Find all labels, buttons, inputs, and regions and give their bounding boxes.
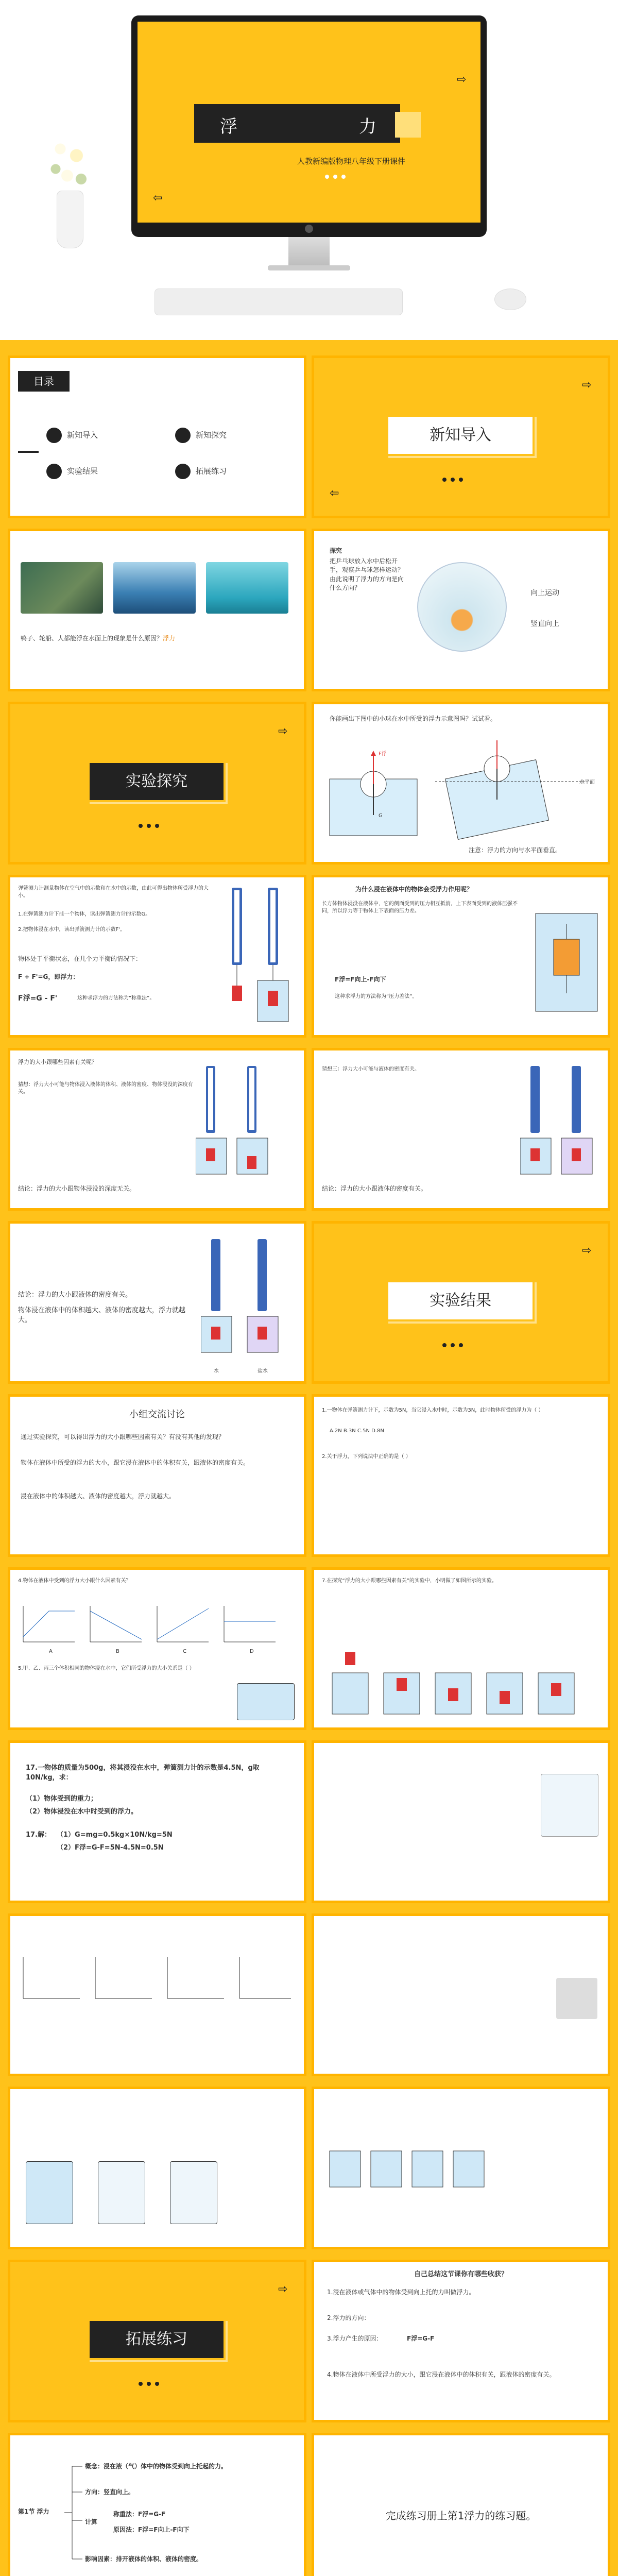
exercise-2-tank-figure xyxy=(237,1683,295,1720)
summary-label-water: 水 xyxy=(214,1368,219,1374)
slide-exercise-8 xyxy=(312,2087,610,2249)
exercise-4-figure xyxy=(541,1774,598,1837)
cause-title: 为什么浸在液体中的物体会受浮力作用呢？ xyxy=(355,886,473,893)
toc-item-4-label: 拓展练习 xyxy=(196,466,227,476)
force-label-f: F浮 xyxy=(379,751,387,757)
calc-answer-2: （2）F浮=G-F=5N-4.5N=0.5N xyxy=(57,1844,164,1852)
toc-item-1[interactable] xyxy=(46,428,98,443)
mouse xyxy=(494,289,526,310)
exercise-2-option-d: D xyxy=(250,1649,254,1654)
review-item-1: 1.浸在液体或气体中的物体受到向上托的力叫做浮力。 xyxy=(327,2289,475,2296)
exercise-2-graphs xyxy=(18,1601,296,1647)
swimmer-photo xyxy=(206,562,288,614)
force-label-water: 水平面 xyxy=(579,779,595,785)
exercise-5-figure xyxy=(18,1947,296,2004)
review-title: 自己总结这节课你有哪些收获？ xyxy=(414,2270,508,2278)
slide-exercise-3 xyxy=(312,1567,610,1730)
exercise-3-q: 7.在探究“浮力的大小跟哪些因素有关”的实验中，小明做了如图所示的实验。 xyxy=(322,1578,497,1584)
exercise-1-q2: 2.关于浮力，下列说法中正确的是（ ） xyxy=(322,1454,411,1460)
slide-calculation xyxy=(8,1740,306,1903)
slide-section-result xyxy=(312,1221,610,1384)
cause-text: 长方体物体浸没在液体中，它的侧面受到的压力相互抵消，上下表面受到的液体压强不同，所以浮力等于物体上下表面的压力差。 xyxy=(322,901,518,914)
weighing-formula-2: F浮=G - F' xyxy=(18,994,58,1003)
discussion-p3: 浸在液体中的体积越大、液体的密度越大，浮力就越大。 xyxy=(21,1493,176,1500)
slide-pingpong xyxy=(312,529,610,691)
slide-intro-photos xyxy=(8,529,306,691)
toc-divider xyxy=(18,451,39,453)
calc-question: 17.一物体的质量为500g，将其浸没在水中，弹簧测力计的示数是4.5N，g取10N/kg，求： xyxy=(26,1764,260,1782)
toc-item-3[interactable] xyxy=(46,464,98,479)
apple-logo-icon xyxy=(305,225,313,233)
cover-arrow-right-icon: ⇨ xyxy=(457,73,467,86)
discussion-p1: 通过实验探究，可以得出浮力的大小跟哪些因素有关？有没有其他的发现？ xyxy=(21,1433,225,1440)
duck-photo xyxy=(21,562,103,614)
slide-mindmap xyxy=(8,2433,306,2576)
mindmap-branch-5: 影响因素：排开液体的体积、液体的密度。 xyxy=(85,2555,203,2563)
slide-homework xyxy=(312,2433,610,2576)
review-formula: F浮=G-F xyxy=(407,2335,435,2342)
factors-conclusion: 结论：浮力的大小跟物体浸没的深度无关。 xyxy=(18,1185,136,1192)
slide-exercise-6 xyxy=(312,1913,610,2076)
exercise-6-figure xyxy=(556,1978,597,2019)
exercise-7-figure-1 xyxy=(26,2161,73,2224)
exercise-8-figure xyxy=(324,2120,530,2192)
cover-screen xyxy=(138,22,480,223)
factors-heading: 浮力的大小跟哪些因素有关呢？ xyxy=(18,1059,97,1065)
toc-heading: 目录 xyxy=(18,371,70,392)
calc-answer-head: 17.解： xyxy=(26,1831,52,1839)
factors-hypothesis: 猜想：浮力大小可能与物体浸入液体的体积、液体的密度、物体浸没的深度有关。 xyxy=(18,1082,193,1095)
mindmap-branch-4: 原因法：F浮=F向上-F向下 xyxy=(113,2526,190,2533)
keyboard xyxy=(154,289,403,315)
cover-dots xyxy=(323,171,348,181)
slide-weighing xyxy=(8,875,306,1038)
slide-review xyxy=(312,2260,610,2422)
exercise-1-options: A.2N B.3N C.5N D.8N xyxy=(330,1428,384,1434)
pingpong-answer-2: 竖直向上 xyxy=(530,620,559,628)
weighing-formula-1: F + F'=G，即浮力： xyxy=(18,973,79,980)
weighing-formula-note: 这种求浮力的方法称为“称重法”。 xyxy=(77,995,155,1001)
slide-discussion xyxy=(8,1394,306,1557)
slide-density xyxy=(312,1048,610,1211)
spring-scale-figure xyxy=(221,883,299,1032)
calc-sub-1: （1）物体受到的重力； xyxy=(26,1795,98,1803)
section-extend-title: 拓展练习 xyxy=(88,2319,226,2360)
intro-caption-tail: 浮力 xyxy=(163,635,176,642)
pingpong-question-title: 探究 xyxy=(330,547,342,554)
section-explore-title: 实验探究 xyxy=(88,761,226,802)
mindmap-branch-2: 方向：竖直向上。 xyxy=(85,2488,135,2496)
slide-factors xyxy=(8,1048,306,1211)
intro-caption-text: 鸭子、轮船、人都能浮在水面上的现象是什么原因？ xyxy=(21,635,163,642)
toc-item-2-label: 新知探究 xyxy=(196,430,227,440)
summary-label-salt: 盐水 xyxy=(258,1368,268,1374)
weighing-text-1: 弹簧测力计测量物体在空气中的示数和在水中的示数，由此可得出物体所受浮力的大小。 xyxy=(18,886,209,899)
exercise-2-q: 4.物体在液体中受到的浮力大小跟什么因素有关？ xyxy=(18,1578,131,1584)
mindmap-branch-1: 概念：浸在液（气）体中的物体受到向上托起的力。 xyxy=(85,2463,228,2470)
slide-exercise-1 xyxy=(312,1394,610,1557)
force-note: 注意：浮力的方向与水平面垂直。 xyxy=(469,846,562,854)
toc-item-4[interactable] xyxy=(175,464,227,479)
cover-title-right: 力 xyxy=(359,116,376,137)
section-result-title: 实验结果 xyxy=(386,1280,535,1321)
summary-figure xyxy=(201,1234,294,1368)
weighing-step-2: 2.把物体浸在水中，读出弹簧测力计的示数F'。 xyxy=(18,927,126,933)
section-intro-back-arrow-icon: ⇦ xyxy=(330,487,339,500)
density-text: 猜想三：浮力大小可能与液体的密度有关。 xyxy=(322,1066,420,1072)
discussion-p2: 物体在液体中所受的浮力的大小，跟它浸在液体中的体积有关，跟液体的密度有关。 xyxy=(21,1459,250,1466)
exercise-2-option-a: A xyxy=(49,1649,53,1654)
summary-conclusion-text-2: 物体浸在液体中的体积越大、液体的密度越大，浮力就越大。 xyxy=(18,1307,186,1324)
section-result-dots xyxy=(440,1340,465,1349)
exercise-7-figure-3 xyxy=(170,2161,217,2224)
force-diagram xyxy=(317,733,605,851)
pingpong-answer-1: 向上运动 xyxy=(530,589,559,597)
exercise-2-option-b: B xyxy=(116,1649,119,1654)
slide-summary-conclusion xyxy=(8,1221,306,1384)
mindmap-branch-3-label: 计算 xyxy=(85,2518,98,2526)
intro-caption xyxy=(21,634,288,643)
flower-vase xyxy=(46,129,93,247)
pingpong-question: 把乒乓球放入水中后松开手，观察乒乓球怎样运动？由此说明了浮力的方向是向什么方向？ xyxy=(330,557,404,592)
calc-answer-1: （1）G=mg=0.5kg×10N/kg=5N xyxy=(57,1831,173,1839)
discussion-title: 小组交流讨论 xyxy=(129,1409,185,1420)
cover-monitor xyxy=(131,15,487,237)
slide-exercise-5 xyxy=(8,1913,306,2076)
cause-note: 这种求浮力的方法称为“压力差法”。 xyxy=(335,994,418,999)
slide-section-intro xyxy=(312,355,610,518)
summary-conclusion-text: 结论：浮力的大小跟液体的密度有关。 xyxy=(18,1291,132,1299)
section-intro-title: 新知导入 xyxy=(386,415,535,456)
slide-section-extend xyxy=(8,2260,306,2422)
monitor-stand xyxy=(288,237,330,268)
homework-text: 完成练习册上第1浮力的练习题。 xyxy=(385,2510,537,2522)
pingpong-beaker-photo xyxy=(417,562,507,652)
slide-exercise-4 xyxy=(312,1740,610,1903)
force-label-g: G xyxy=(379,813,383,819)
slide-section-explore xyxy=(8,702,306,865)
section-explore-dots xyxy=(136,820,161,830)
slide-exercise-2 xyxy=(8,1567,306,1730)
section-result-arrow-icon: ⇨ xyxy=(582,1244,592,1257)
slide-exercise-7 xyxy=(8,2087,306,2249)
exercise-7-figure-2 xyxy=(98,2161,145,2224)
toc-item-3-label: 实验结果 xyxy=(67,466,98,476)
toc-item-1-label: 新知导入 xyxy=(67,430,98,440)
calc-sub-2: （2）物体浸没在水中时受到的浮力。 xyxy=(26,1808,138,1816)
section-intro-arrow-icon: ⇨ xyxy=(582,379,592,392)
cover-arrow-left-icon: ⇦ xyxy=(153,192,163,205)
weighing-text-2: 物体处于平衡状态，在几个力平衡的情况下： xyxy=(18,955,142,962)
exercise-2-option-c: C xyxy=(183,1649,186,1654)
mindmap-branch-3: 称重法：F浮=G-F xyxy=(113,2511,166,2518)
toc-item-2[interactable] xyxy=(175,428,227,443)
section-intro-dots xyxy=(440,474,465,484)
exercise-2-q5: 5.甲、乙、丙三个体积相同的物体浸在水中，它们所受浮力的大小关系是（ ） xyxy=(18,1666,195,1671)
section-explore-arrow-icon: ⇨ xyxy=(278,725,288,738)
cause-formula: F浮=F向上-F向下 xyxy=(335,976,386,983)
slide-cause xyxy=(312,875,610,1038)
section-extend-dots xyxy=(136,2378,161,2388)
mindmap-lines xyxy=(62,2456,93,2569)
exercise-3-figure xyxy=(322,1642,600,1719)
mindmap-root: 第1节 浮力 xyxy=(18,2508,49,2515)
review-item-2: 2.浮力的方向： xyxy=(327,2314,370,2321)
monitor-base xyxy=(268,265,350,270)
cover-subtitle: 人教新编版物理八年级下册课件 xyxy=(297,157,406,166)
section-extend-arrow-icon: ⇨ xyxy=(278,2283,288,2296)
pressure-cylinder-figure xyxy=(530,903,603,1016)
force-question: 你能画出下图中的小球在水中所受的浮力示意图吗？试试看。 xyxy=(330,715,497,722)
weighing-step-1: 1.在弹簧测力计下挂一个物体，读出弹簧测力计的示数G。 xyxy=(18,911,151,917)
review-item-3: 3.浮力产生的原因： xyxy=(327,2335,383,2342)
slide-toc xyxy=(8,355,306,518)
factors-figure xyxy=(196,1061,299,1184)
cover-title-bar xyxy=(194,104,400,143)
exercise-1-q1: 1.一物体在弹簧测力计下，示数为5N，当它浸入水中时，示数为3N，此时物体所受的浮力为（ ） xyxy=(322,1408,544,1413)
slide-force-direction xyxy=(312,702,610,865)
density-figure xyxy=(520,1061,603,1184)
review-item-4: 4.物体在液体中所受浮力的大小，跟它浸在液体中的体积有关，跟液体的密度有关。 xyxy=(327,2371,556,2378)
ship-photo xyxy=(113,562,196,614)
cover-accent-rect xyxy=(395,112,421,138)
cover-title-left: 浮 xyxy=(220,116,237,137)
density-conclusion: 结论：浮力的大小跟液体的密度有关。 xyxy=(322,1185,427,1192)
